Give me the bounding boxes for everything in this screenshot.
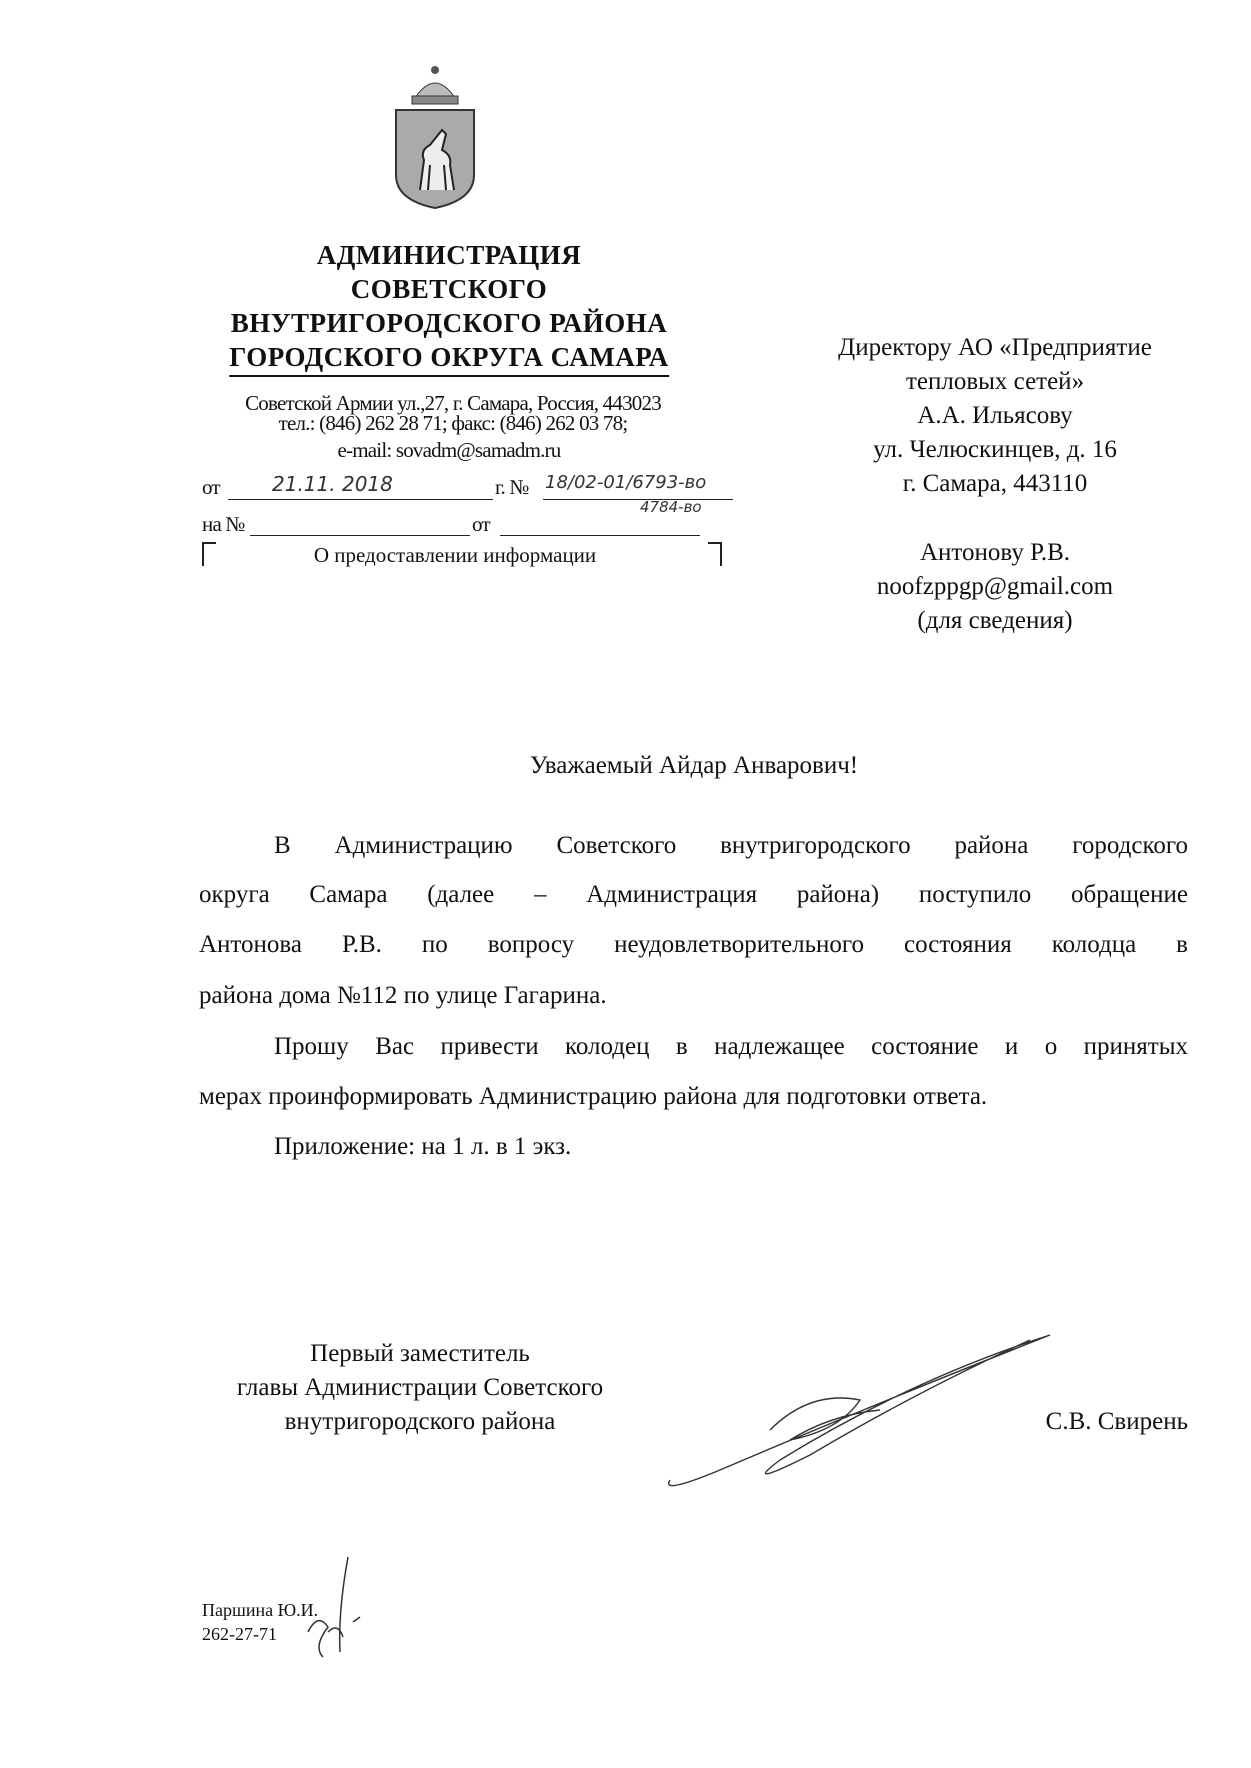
date-value: 21.11. 2018 bbox=[272, 472, 393, 496]
attachment: Приложение: на 1 л. в 1 экз. bbox=[274, 1133, 572, 1160]
body-line: района дома №112 по улице Гагарина. bbox=[199, 982, 607, 1009]
body-line: округа Самара (далее – Администрация района) поступило обращение bbox=[199, 881, 1188, 908]
org-phones: тел.: (846) 262 28 71; факс: (846) 262 03 78; bbox=[278, 411, 628, 435]
signer-position: внутригородского района bbox=[284, 1408, 556, 1435]
cc-line: (для сведения) bbox=[917, 607, 1073, 634]
body-line: В Администрацию Советского внутригородского района городского bbox=[274, 832, 1188, 859]
coat-of-arms-emblem bbox=[390, 60, 480, 210]
org-title-line: ГОРОДСКОГО ОКРУГА САМАРА bbox=[229, 342, 669, 377]
ref-from-label: от bbox=[472, 512, 490, 536]
org-title-line: ВНУТРИГОРОДСКОГО РАЙОНА bbox=[230, 308, 668, 338]
recipient-line: г. Самара, 443110 bbox=[902, 470, 1088, 497]
recipient-line: А.А. Ильясову bbox=[917, 402, 1073, 429]
number-value-2: 4784-во bbox=[640, 498, 702, 516]
greeting: Уважаемый Айдар Анварович! bbox=[529, 752, 859, 779]
recipient-line: тепловых сетей» bbox=[905, 368, 1085, 395]
body-line: мерах проинформировать Администрацию района для подготовки ответа. bbox=[199, 1083, 988, 1110]
org-address: Советской Армии ул.,27, г. Самара, Россия, 443023 bbox=[245, 391, 661, 415]
org-title-line: СОВЕТСКОГО bbox=[350, 274, 548, 304]
signer-position: главы Администрации Советского bbox=[236, 1374, 604, 1401]
recipient-line: Директору АО «Предприятие bbox=[838, 334, 1152, 361]
recipient-line: ул. Челюскинцев, д. 16 bbox=[873, 436, 1117, 463]
org-email: e-mail: sovadm@samadm.ru bbox=[337, 438, 561, 462]
cc-line: Антонову Р.В. bbox=[919, 539, 1071, 566]
letter-subject: О предоставлении информации bbox=[313, 543, 597, 567]
executor-name: Паршина Ю.И. bbox=[202, 1600, 319, 1620]
cc-email: noofzppgp@gmail.com bbox=[876, 573, 1114, 600]
signer-name: С.В. Свирень bbox=[1045, 1408, 1188, 1435]
handwritten-signature bbox=[660, 1320, 1070, 1500]
ref-label: на № bbox=[202, 512, 245, 536]
executor-initials bbox=[298, 1552, 368, 1662]
signer-position: Первый заместитель bbox=[310, 1340, 530, 1367]
number-value: 18/02-01/6793-во bbox=[545, 472, 707, 493]
executor-phone: 262-27-71 bbox=[202, 1624, 277, 1644]
org-title-line: АДМИНИСТРАЦИЯ bbox=[316, 240, 582, 270]
body-line: Прошу Вас привести колодец в надлежащее состояние и о принятых bbox=[274, 1033, 1188, 1060]
body-line: Антонова Р.В. по вопросу неудовлетворительного состояния колодца в bbox=[199, 931, 1188, 958]
number-label: г. № bbox=[495, 475, 529, 499]
date-label: от bbox=[202, 475, 220, 499]
